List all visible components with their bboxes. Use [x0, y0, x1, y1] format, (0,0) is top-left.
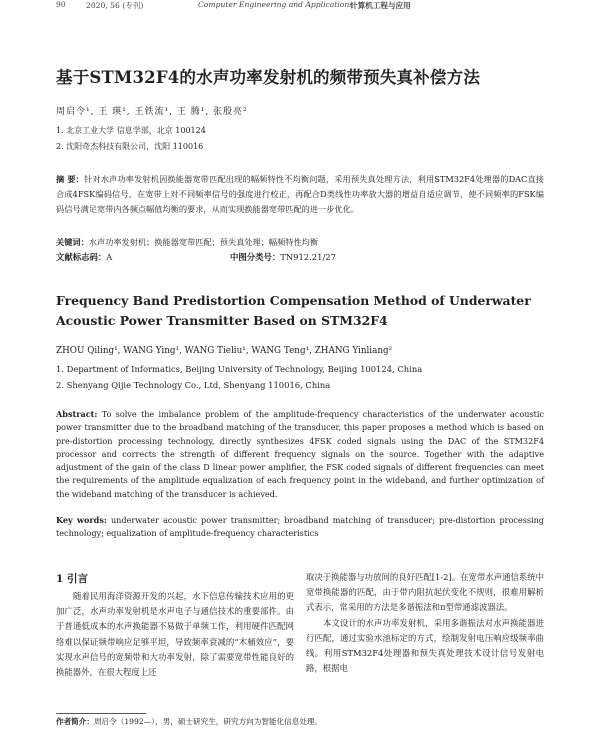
- abstract-cn: [56, 172, 544, 217]
- keywords-en-label: Key words:: [56, 515, 107, 525]
- keywords-cn: [56, 235, 544, 249]
- running-header: [56, 0, 556, 14]
- body-left-column: 随着民用海洋资源开发的兴起，水下信息传输技术应用的更加广泛，水声功率发射机是水声电子与通信技术的重要部件。由于普通低成本的水声换能器不易做于单频工作，利用硬件匹配网络难以保证频带响应足够平坦，导致频率衰减的“木桶效应”，要实现水声信号的宽频带和大功率发射，除了需要宽带性能良好的换能器外，在很大程度上还: [56, 591, 294, 678]
- keywords-en-text: underwater acoustic power transmitter; broadband matching of transducer; pre-distortion processing technology; equalization of amplitude-frequency characteristics: [56, 515, 544, 539]
- keywords-cn-text: 水声功率发射机；换能器宽带匹配；预失真处理；幅频特性均衡: [88, 237, 319, 247]
- abstract-cn-text: 针对水声功率发射机因换能器宽带匹配出现的幅频特性不均衡问题，采用预失真处理方法，利用STM32F4处理器的DAC直接合成4FSK编码信号，在宽带上对不同频率信号的强度进行校正，再配合D类线性功率放大器的增益自适应调节，使不同频率的FSK编码信号满足宽带内各频点幅值均衡的要求，从而实现换能器宽带匹配的进一步优化。: [56, 174, 544, 214]
- body-right-para-2: 本文设计的水声功率发射机，采用多谐振法对水声换能器进行匹配，通过实验水池标定的方式，绘制发射电压响应级频率曲线。利用STM32F4处理器和预失真处理技术设计信号发射电路，根据电: [306, 617, 544, 674]
- affiliation-en-2: 2. Shenyang Qijie Technology Co., Ltd, Shenyang 110016, China: [56, 380, 331, 390]
- journal-name-en: Computer Engineering and Applications: [198, 0, 354, 9]
- footnote-label: 作者简介：: [56, 717, 94, 726]
- keywords-en: [56, 514, 544, 541]
- footnote-text: 周启令（1992—），男，硕士研究生，研究方向为智能化信息处理。: [93, 717, 323, 726]
- affiliation-en-1: 1. Department of Informatics, Beijing University of Technology, Beijing 100124, China: [56, 364, 423, 374]
- clc-number: 中图分类号：TN912.21/27: [230, 252, 336, 262]
- page-number: 90: [56, 0, 66, 9]
- author-footnote: [56, 716, 322, 727]
- keywords-cn-label: 关键词：: [56, 237, 89, 247]
- abstract-en: [56, 408, 544, 501]
- affiliation-cn-2: 2. 沈阳奇杰科技有限公司，沈阳 110016: [56, 142, 204, 151]
- title-cn: 基于STM32F4的水声功率发射机的频带预失真补偿方法: [56, 68, 481, 87]
- authors-en: ZHOU Qiling¹, WANG Ying¹, WANG Tieliu¹, WANG Teng¹, ZHANG Yinliang²: [56, 346, 393, 356]
- title-en: Frequency Band Predistortion Compensation Method of Underwater Acoustic Power Transmitter Based on STM32F4: [56, 293, 531, 328]
- footnote-rule: [56, 713, 146, 714]
- affiliation-cn-1: 1. 北京工业大学 信息学部，北京 100124: [56, 126, 206, 135]
- journal-name-cn: 计算机工程与应用: [350, 1, 411, 10]
- body-right-para-1: 取决于换能器与功放间的良好匹配[1-2]。在宽带水声通信系统中宽带换能器的匹配，由于带内阻抗起伏变化不规则，很难用解析式表示，常采用的方法是多谐振法和π型带通滤波器法。: [306, 572, 544, 613]
- abstract-en-label: Abstract:: [56, 409, 98, 419]
- document-code: 文献标志码：A: [56, 252, 113, 262]
- body-right-column: [306, 570, 544, 676]
- issue-info: 2020, 56 (专刊): [86, 1, 144, 10]
- authors-cn: 周启令¹, 王 瑛¹, 王铁流¹, 王 腾¹, 张殷亮²: [56, 107, 248, 117]
- abstract-en-text: To solve the imbalance problem of the amplitude-frequency characteristics of the underwater acoustic power transmitter due to the broadband matching of the transducer, this paper proposes a method which is based on pre-distortion processing technology, directly synthesizes 4FSK coded signals using the DAC of the STM32F4 processor and corrects the strength of different frequency signals on the source. Together with the adaptive adjustment of the gain of the class D linear power amplifier, the FSK coded signals of different frequencies can meet the requirements of the amplitude equalization of each frequency point in the wideband, and further optimization of the wideband matching of the transducer is achieved.: [56, 409, 544, 499]
- abstract-cn-label: 摘 要：: [56, 174, 85, 184]
- section-heading: 1 引言: [56, 573, 88, 585]
